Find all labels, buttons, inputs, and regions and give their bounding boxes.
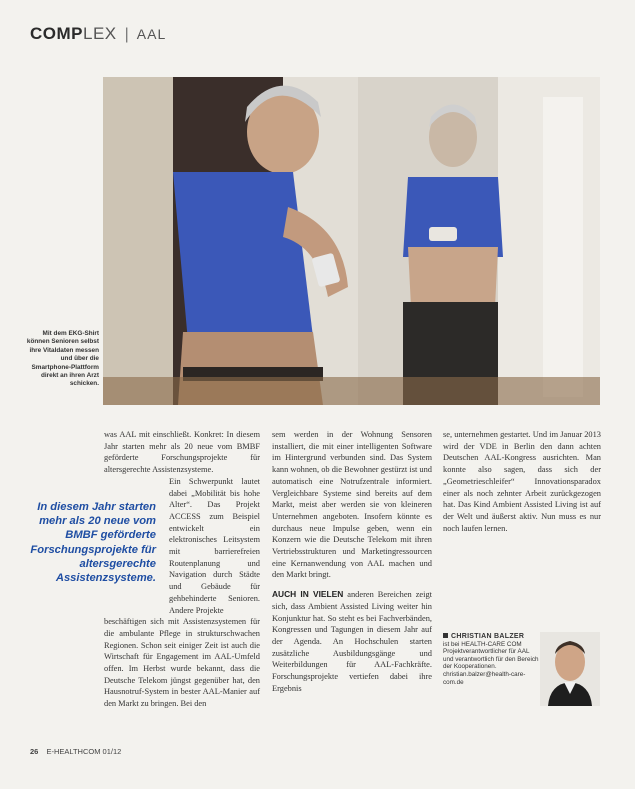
paragraph: beschäftigen sich mit Assistenzsystemen für die ambulante Pflege in strukturschwachen Regionen. Schon seit einiger Zeit ist auch die Wirtschaft für Engagement im AAL-Umfeld offen. Im Herbst wurde bekannt, dass die Deutsche Telekom jüngst gegenüber hat, den Hausnotruf-System in bester AAL-Manier auf den Markt zu bringen. Bei den <box>104 617 260 709</box>
page-number: 26 <box>30 747 39 756</box>
paragraph <box>272 589 432 694</box>
paragraph-text: anderen Bereichen zeigt sich, dass Ambient Assisted Living weiter hin Konjunktur hat. So steht es bei Fachverbänden, Kongressen und Tagungen in diesem Jahr auf der Agenda. An Hochschulen starten zusätzliche Ausbildungsgänge und Weiterbildungen für AAL-Fachkräfte. Forschungsprojekte vertiefen dabei ihre Ergebnis <box>272 590 432 693</box>
publication-name: E-HEALTHCOM 01/12 <box>46 747 122 756</box>
subheading: AUCH IN VIELEN <box>272 589 344 600</box>
header-separator: | <box>124 26 129 43</box>
paragraph: sem werden in der Wohnung Sensoren installiert, die mit einer intelligenten Software im Hintergrund verbunden sind. Das System kann wohnen, ob die Bewohner gestürzt ist und automatisch eine Notrufzentrale informiert. Vergleichbare Systeme sind bereits auf dem Markt, meist aber werden sie von kleineren Unternehmen angeboten. Insofern könnte es durchaus neue Impulse geben, wenn ein Konzern wie die Deutsche Telekom mit ihren Vertriebsstrukturen und Marketingressourcen eine Kernanwendung von AAL machen und den Markt bringt. <box>272 430 432 580</box>
paragraph: was AAL mit einschließt. Konkret: In diesem Jahr starten mehr als 20 neue vom BMBF geförderte Forschungsprojekte für altersgerechte Assistenzsysteme. <box>104 430 260 475</box>
brand-logo: COMPLEX <box>30 24 117 43</box>
bullet-square-icon <box>443 633 448 638</box>
page-header <box>30 24 166 44</box>
article-column-3 <box>443 429 601 534</box>
author-bio: ist bei HEALTH-CARE COM Projektverantwortlicher für AAL und verantwortlich für den Bereich der Kooperationen. christian.balzer@health-care-com.de <box>443 640 539 686</box>
paragraph: Ein Schwerpunkt lautet dabei „Mobilität bis hohe Alter“. Das Projekt ACCESS zum Beispiel entwickelt ein elektronisches Leitsystem mit barrierefreien Routenplanung und Navigation durch Städte und Gebäude für gehbehinderte Senioren. Andere Projekte <box>169 476 260 615</box>
feature-photo <box>103 77 600 405</box>
article-column-1 <box>104 429 260 710</box>
author-box <box>443 633 539 686</box>
article-column-2 <box>272 429 432 694</box>
author-name: CHRISTIAN BALZER <box>443 633 539 641</box>
photo-caption: Mit dem EKG-Shirt können Senioren selbst ihre Vitaldaten messen und über die Smartphone-Plattform direkt an ihren Arzt schicken. <box>26 330 99 388</box>
pull-quote: In diesem Jahr starten mehr als 20 neue vom BMBF geförderte Forschungsprojekte für altersgerechte Assistenzsysteme. <box>30 501 156 585</box>
paragraph: se, unternehmen gestartet. Und im Januar 2013 wird der VDE in Berlin den dann achten Deutschen AAL-Kongress ausrichten. Man konnte also sagen, dass sich der „Geometrieschleifer“ Innovationsparadox einer als noch zehnter Arbeit zurückgezogen hat. Das Kind Ambient Assisted Living ist auf der Welt und äußerst aktiv. Nun muss es nur noch laufen lernen. <box>443 430 601 533</box>
page-footer <box>30 747 121 756</box>
author-portrait <box>540 632 600 706</box>
section-label: AAL <box>136 26 167 42</box>
